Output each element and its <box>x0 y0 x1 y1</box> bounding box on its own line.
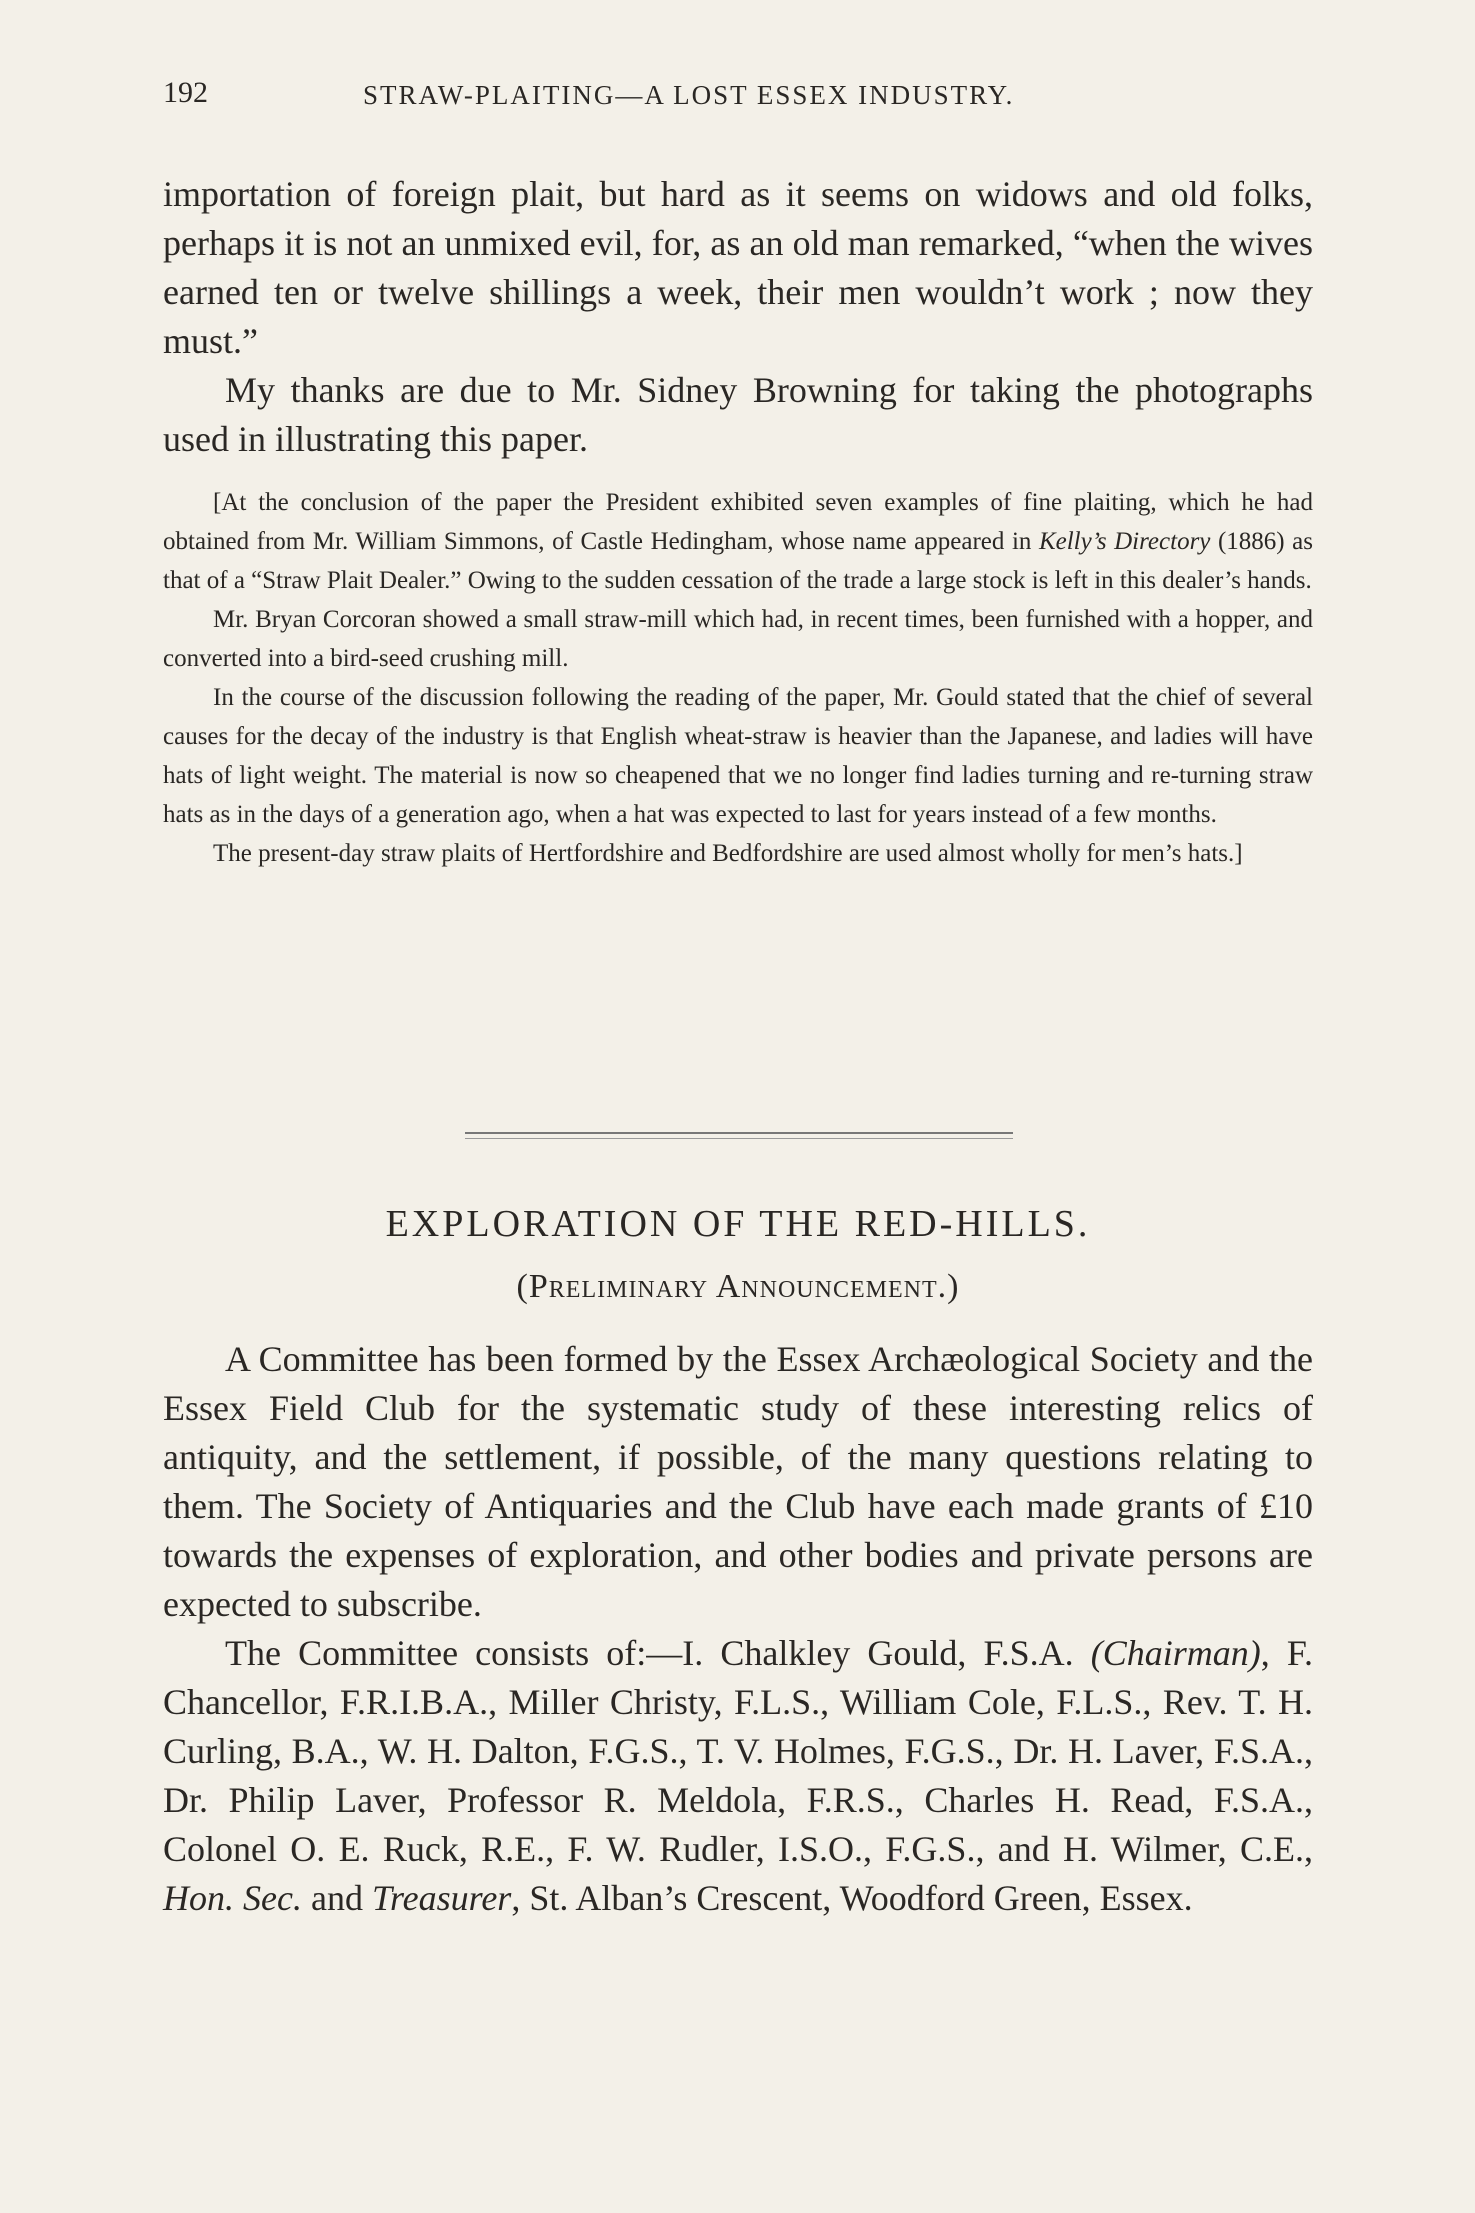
section-divider <box>465 1138 1013 1139</box>
note-text: (1886) as that of a “Straw Plait Dealer.” Owing to the sudden cessation of the trade a large stock is left in this dealer’s hands. <box>163 528 1313 594</box>
section-title: EXPLORATION OF THE RED-HILLS. <box>385 1203 1091 1245</box>
note-text: [At the conclusion of the paper the President exhibited seven examples of fine plaiting, which he had obtained from Mr. William Simmons, of Castle Hedingham, whose name appeared in <box>163 489 1313 555</box>
treasurer-label: Treasurer <box>371 1878 512 1918</box>
page-number: 192 <box>163 76 208 109</box>
members-text: The Committee consists of:—I. Chalkley Gould, F.S.A. <box>225 1633 1091 1673</box>
section-subtitle: (Preliminary Announcement.) <box>516 1268 960 1305</box>
note-paragraph-gould: In the course of the discussion following the reading of the paper, Mr. Gould stated that the chief of several causes for the decay of the industry is that English wheat-straw is heavier than the Japanese, and ladies will have hats of light weight. The material is now so cheapened that we no longer find ladies turning and re-turning straw hats as in the days of a generation ago, when a hat was expected to last for years instead of a few months. <box>163 684 1313 828</box>
opening-text <box>163 170 1313 464</box>
members-text: , St. Alban’s Crescent, Woodford Green, Essex. <box>511 1878 1193 1918</box>
directory-title: Kelly’s Directory <box>1038 528 1211 555</box>
section-divider <box>465 1132 1013 1134</box>
committee-paragraph: A Committee has been formed by the Essex Archæological Society and the Essex Field Club for the systematic study of these interesting relics of antiquity, and the settlement, if possible, of the many questions relating to them. The Society of Antiquaries and the Club have each made grants of £10 towards the expenses of exploration, and other bodies and private persons are expected to subscribe. <box>163 1339 1313 1624</box>
note-paragraph-president <box>163 483 1313 600</box>
members-text: , F. Chancellor, F.R.I.B.A., Miller Christy, F.L.S., William Cole, F.L.S., Rev. T. H. Curling, B.A., W. H. Dalton, F.G.S., T. V. Holmes, F.G.S., Dr. H. Laver, F.S.A., Dr. Philip Laver, Professor R. Meldola, F.R.S., Charles H. Read, F.S.A., Colonel O. E. Ruck, R.E., F. W. Rudler, I.S.O., F.G.S., and H. Wilmer, C.E., <box>163 1633 1314 1869</box>
running-title: STRAW-PLAITING—A LOST ESSEX INDUSTRY. <box>363 80 1015 110</box>
section-text <box>163 1335 1313 1923</box>
running-head <box>163 76 1313 116</box>
discussion-note <box>163 483 1313 873</box>
note-paragraph-corcoran: Mr. Bryan Corcoran showed a small straw-mill which had, in recent times, been furnished with a hopper, and converted into a bird-seed crushing mill. <box>163 606 1313 672</box>
chairman-label: (Chairman) <box>1090 1633 1261 1673</box>
members-paragraph <box>163 1629 1313 1923</box>
opening-paragraph: importation of foreign plait, but hard as it seems on widows and old folks, perhaps it is not an unmixed evil, for, as an old man remarked, “when the wives earned ten or twelve shillings a week, their men wouldn’t work ; now they must.” <box>163 174 1313 361</box>
acknowledgement-paragraph: My thanks are due to Mr. Sidney Browning for taking the photographs used in illustrating this paper. <box>163 370 1313 459</box>
note-paragraph-plaits: The present-day straw plaits of Hertfordshire and Bedfordshire are used almost wholly for men’s hats.] <box>213 840 1243 867</box>
hon-sec-label: Hon. Sec. <box>163 1878 302 1918</box>
members-text: and <box>301 1878 372 1918</box>
